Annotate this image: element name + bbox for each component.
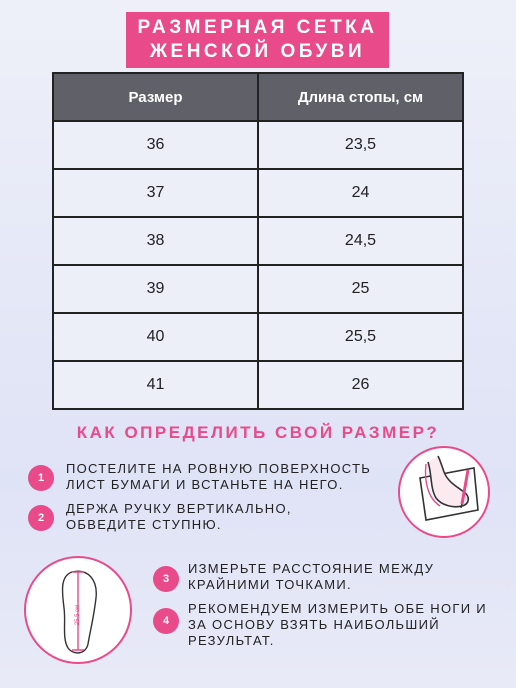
table-row: [53, 217, 463, 265]
table-row: [53, 313, 463, 361]
step-4-line-2: ЗА ОСНОВУ ВЗЯТЬ НАИБОЛЬШИЙ: [188, 617, 440, 632]
step-3-line-2: КРАЙНИМИ ТОЧКАМИ.: [188, 577, 352, 592]
table-row: [53, 361, 463, 409]
step-4-badge: 4: [153, 608, 179, 634]
size-cell: 38: [53, 217, 258, 265]
column-header-size: Размер: [53, 73, 258, 121]
step-1-badge: 1: [28, 465, 54, 491]
step-2-line-2: ОБВЕДИТЕ СТУПНЮ.: [66, 517, 222, 532]
length-cell: 24,5: [258, 217, 463, 265]
size-cell: 40: [53, 313, 258, 361]
foot-outline-measure-icon: [24, 556, 132, 664]
length-cell: 25,5: [258, 313, 463, 361]
foot-on-paper-icon: [398, 446, 490, 538]
length-cell: 26: [258, 361, 463, 409]
size-cell: 39: [53, 265, 258, 313]
size-cell: 41: [53, 361, 258, 409]
length-cell: 25: [258, 265, 463, 313]
table-header-row: [53, 73, 463, 121]
table-row: [53, 121, 463, 169]
table-row: [53, 169, 463, 217]
size-table: [52, 72, 464, 410]
column-header-foot-length: Длина стопы, см: [258, 73, 463, 121]
step-2-line-1: ДЕРЖА РУЧКУ ВЕРТИКАЛЬНО,: [66, 501, 292, 516]
step-2-badge: 2: [28, 505, 54, 531]
title-line-2: ЖЕНСКОЙ ОБУВИ: [149, 41, 366, 62]
measure-label: 25,5 см: [75, 604, 82, 626]
step-3-text: [188, 561, 434, 593]
length-cell: 24: [258, 169, 463, 217]
size-cell: 36: [53, 121, 258, 169]
step-1-line-1: ПОСТЕЛИТЕ НА РОВНУЮ ПОВЕРХНОСТЬ: [66, 461, 372, 476]
title-line-1: РАЗМЕРНАЯ СЕТКА: [137, 17, 378, 38]
step-4-text: [188, 601, 487, 649]
page-title-banner: [126, 12, 389, 68]
size-cell: 37: [53, 169, 258, 217]
step-4-line-1: РЕКОМЕНДУЕМ ИЗМЕРИТЬ ОБЕ НОГИ И: [188, 601, 487, 616]
step-3-line-1: ИЗМЕРЬТЕ РАССТОЯНИЕ МЕЖДУ: [188, 561, 435, 576]
step-2-text: [66, 501, 292, 533]
step-3-badge: 3: [153, 566, 179, 592]
how-to-title: КАК ОПРЕДЕЛИТЬ СВОЙ РАЗМЕР?: [76, 423, 440, 442]
step-1-text: [66, 461, 371, 493]
step-4-line-3: РЕЗУЛЬТАТ.: [188, 633, 275, 648]
table-row: [53, 265, 463, 313]
length-cell: 23,5: [258, 121, 463, 169]
step-1-line-2: ЛИСТ БУМАГИ И ВСТАНЬТЕ НА НЕГО.: [66, 477, 344, 492]
